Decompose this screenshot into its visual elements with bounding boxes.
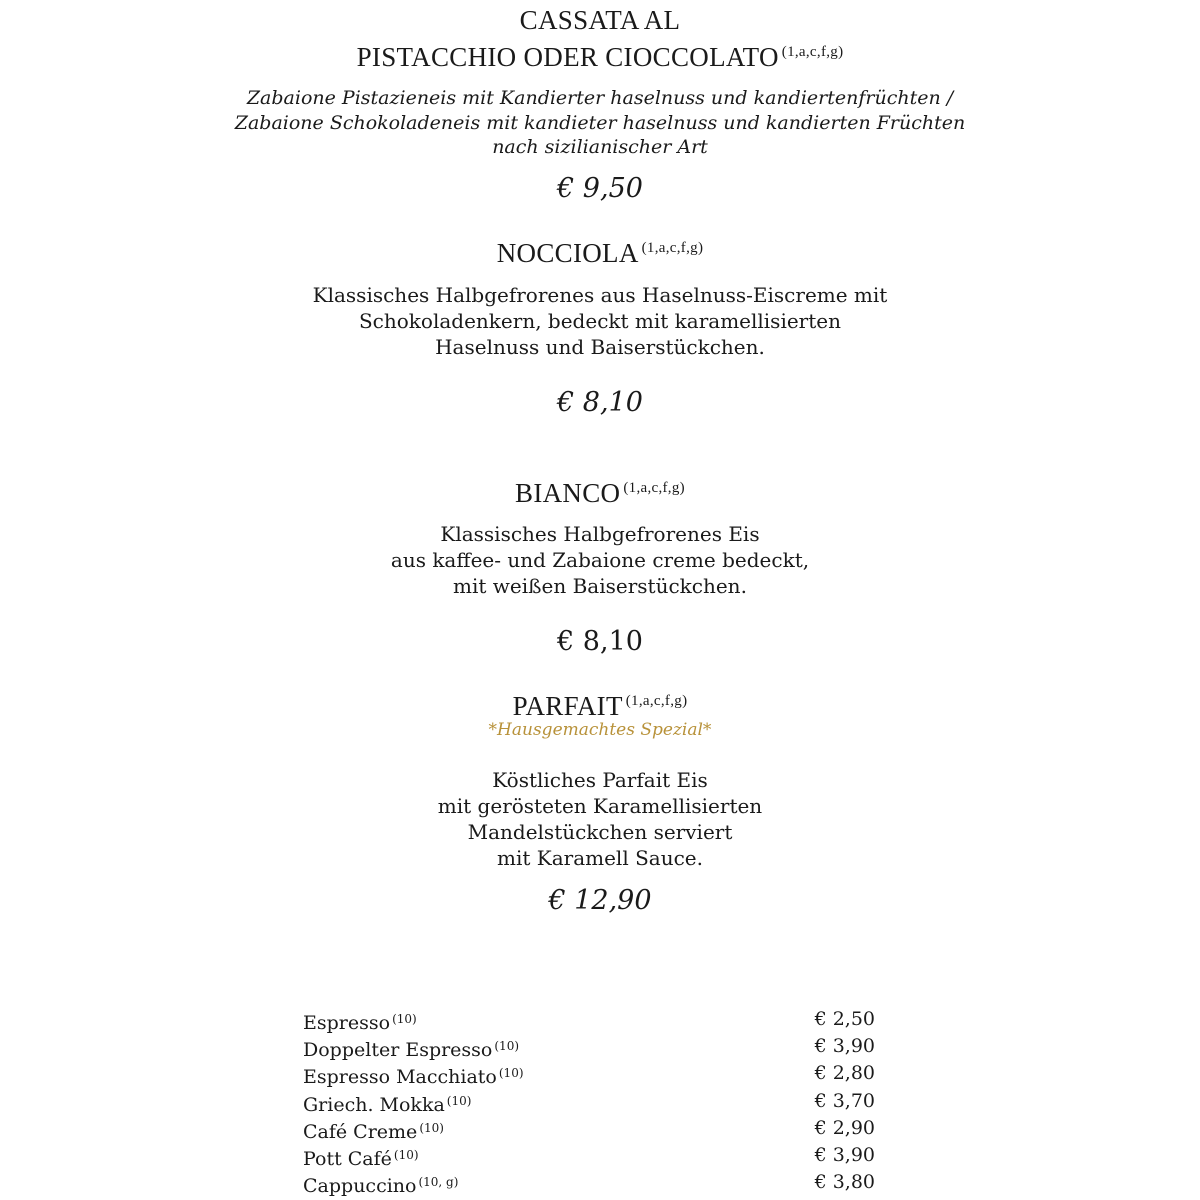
- drink-price: € 3,80: [814, 1171, 875, 1194]
- nocciola-price: € 8,10: [557, 387, 643, 418]
- cassata-title-line2: PISTACCHIO ODER CIOCCOLATO: [356, 42, 779, 72]
- drink-price: € 3,90: [814, 1143, 875, 1166]
- nocciola-title-text: NOCCIOLA: [496, 238, 639, 268]
- drink-price: € 2,80: [814, 1062, 875, 1085]
- drink-row-espresso-macchiato: [303, 1060, 878, 1087]
- parfait-description-line4: mit Karamell Sauce.: [497, 846, 703, 870]
- bianco-allergens: (1,a,c,f,g): [623, 480, 685, 496]
- drink-name-text: Espresso: [303, 1012, 391, 1034]
- bianco-description-line2: aus kaffee- und Zabaione creme bedeckt,: [390, 548, 810, 572]
- cassata-price: € 9,50: [557, 173, 643, 204]
- parfait-price: € 12,90: [548, 885, 652, 916]
- drink-name-text: Espresso Macchiato: [303, 1066, 497, 1089]
- nocciola-description-line1: Klassisches Halbgefrorenes aus Haselnuss-Eiscreme mit: [312, 283, 888, 307]
- drink-row-cafe-creme: [303, 1115, 878, 1142]
- drink-name-text: Griech. Mokka: [303, 1093, 445, 1116]
- nocciola-allergens: (1,a,c,f,g): [641, 240, 704, 256]
- bianco-title: [0, 472, 1200, 509]
- bianco-description-line3: mit weißen Baiserstückchen.: [453, 574, 747, 598]
- cassata-description-line1: Zabaione Pistazieneis mit Kandierter haselnuss und kandiertenfrüchten /: [246, 87, 954, 109]
- nocciola-title: [0, 232, 1200, 269]
- parfait-title-text: PARFAIT: [512, 691, 623, 721]
- parfait-description-line1: Köstliches Parfait Eis: [492, 768, 708, 792]
- parfait-title: [0, 685, 1200, 722]
- drink-allergens: (10): [419, 1120, 444, 1135]
- drink-row-pott-cafe: [303, 1142, 878, 1169]
- drink-price: € 3,70: [814, 1089, 875, 1112]
- drink-name-text: Cappuccino: [303, 1175, 417, 1198]
- bianco-description-line1: Klassisches Halbgefrorenes Eis: [440, 522, 760, 546]
- drink-price: € 3,90: [814, 1035, 875, 1058]
- parfait-description-line2: mit gerösteten Karamellisierten: [437, 794, 763, 818]
- drink-row-doppelter-espresso: [303, 1033, 878, 1060]
- drink-row-espresso: [303, 1006, 878, 1033]
- bianco-title-text: BIANCO: [515, 478, 621, 508]
- cassata-title: [0, 36, 1200, 73]
- parfait-description-line3: Mandelstückchen serviert: [467, 820, 733, 844]
- drink-price: € 2,50: [814, 1008, 875, 1030]
- parfait-allergens: (1,a,c,f,g): [625, 693, 688, 709]
- drink-allergens: (10): [494, 1039, 520, 1054]
- drink-allergens: (10): [446, 1093, 472, 1108]
- drink-name-text: Doppelter Espresso: [303, 1039, 493, 1062]
- drink-name-text: Café Creme: [303, 1120, 418, 1143]
- drink-allergens: (10, g): [418, 1175, 459, 1190]
- drink-row-griech-mokka: [303, 1088, 878, 1115]
- cassata-title-line1: CASSATA AL: [519, 5, 681, 35]
- drink-row-cappuccino: [303, 1169, 878, 1196]
- cassata-description-line2: Zabaione Schokoladeneis mit kandieter haselnuss und kandierten Früchten: [234, 112, 966, 134]
- coffee-list: [303, 1006, 878, 1196]
- parfait-special-badge: *Hausgemachtes Spezial*: [488, 720, 712, 740]
- cassata-allergens: (1,a,c,f,g): [781, 44, 844, 60]
- drink-allergens: (10): [392, 1012, 417, 1026]
- nocciola-description-line3: Haselnuss und Baiserstückchen.: [435, 335, 765, 359]
- drink-allergens: (10): [498, 1066, 524, 1081]
- bianco-price: € 8,10: [557, 626, 643, 657]
- cassata-description-line3: nach sizilianischer Art: [492, 136, 708, 158]
- drink-allergens: (10): [393, 1147, 419, 1162]
- nocciola-description-line2: Schokoladenkern, bedeckt mit karamellisierten: [358, 309, 841, 333]
- drink-name-text: Pott Café: [303, 1147, 392, 1170]
- drink-price: € 2,90: [814, 1116, 875, 1139]
- drink-name: [303, 1169, 458, 1200]
